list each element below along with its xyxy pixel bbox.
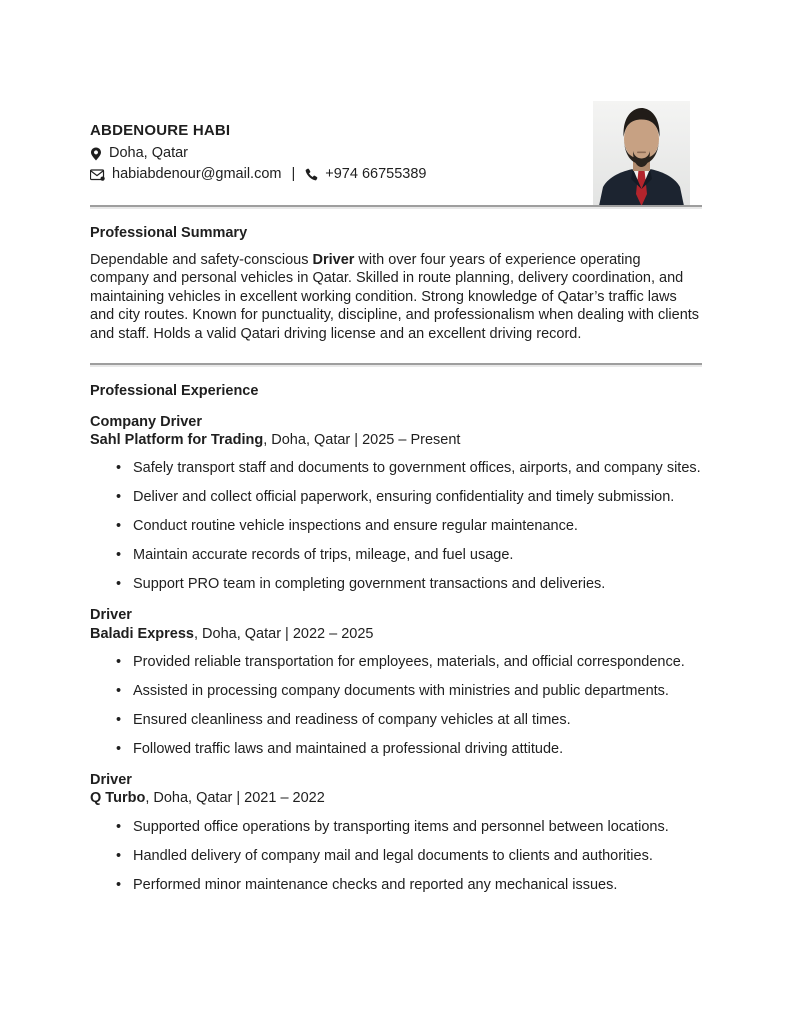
phone-icon [305,168,318,181]
job-header [90,413,702,450]
job-title: Driver [90,771,132,788]
bullet-item: • Supported office operations by transporting items and personnel between locations. [90,818,702,837]
phone-text: +974 66755389 [325,166,427,182]
contact-separator: | [291,166,296,182]
location-pin-icon [90,147,102,161]
envelope-icon [90,169,105,181]
job-meta: , Doha, Qatar | 2022 – 2025 [193,625,374,642]
summary-text-before: Dependable and safety-conscious [90,251,313,268]
job-title: Driver [90,607,132,623]
bullet-item: • Provided reliable transportation for employees, materials, and official correspondence. [90,653,702,672]
email-phone-line [90,165,702,184]
bullet-item: • Support PRO team in completing government transactions and deliveries. [90,575,702,594]
summary-paragraph [90,251,702,344]
location-text: Doha, Qatar [109,145,188,161]
bullet-item: • Ensured cleanliness and readiness of company vehicles at all times. [90,711,702,730]
bullet-item: • Conduct routine vehicle inspections and ensure regular maintenance. [90,517,702,536]
job-meta: , Doha, Qatar | 2025 – Present [263,432,461,448]
job-company: Q Turbo [90,790,146,806]
summary-text-after: with over four years of experience operating company and personal vehicles in Qatar. Skilled in route planning, delivery coordination, and maintaining vehicles in excellent working condition. Strong knowledge of Qatar’s traffic laws and city routes. Known for punctuality, discipline, and professionalism when dealing with clients and staff. Holds a valid Qatari driving license and an excellent driving record. [90,251,700,342]
job-company-line [90,625,702,644]
job-company: Baladi Express [90,625,194,642]
email-text: habiabdenour@gmail.com [112,166,282,182]
job-meta: , Doha, Qatar | 2021 – 2022 [145,790,325,806]
job-company: Sahl Platform for Trading [90,432,264,448]
location-line [90,144,702,163]
experience-heading: Professional Experience [90,383,259,399]
bullet-list [90,459,702,594]
section-divider [90,205,702,207]
bullet-list [90,653,702,759]
summary-heading: Professional Summary [90,225,248,241]
job-title: Company Driver [90,413,203,430]
summary-text-bold: Driver [312,251,355,268]
bullet-item: • Safely transport staff and documents to government offices, airports, and company sites. [90,459,702,478]
resume-content [90,0,702,894]
job-company-line [90,789,702,808]
job-header [90,606,702,643]
bullet-item: • Followed traffic laws and maintained a professional driving attitude. [90,740,702,759]
bullet-item: • Assisted in processing company documents with ministries and public departments. [90,682,702,701]
section-divider [90,363,702,365]
bullet-item: • Deliver and collect official paperwork, ensuring confidentiality and timely submission. [90,488,702,507]
bullet-list [90,818,702,895]
job-header [90,771,702,808]
job-company-line [90,431,702,450]
candidate-name: ABDENOURE HABI [90,122,231,139]
bullet-item: • Handled delivery of company mail and legal documents to clients and authorities. [90,847,702,866]
bullet-item: • Maintain accurate records of trips, mileage, and fuel usage. [90,546,702,565]
bullet-item: • Performed minor maintenance checks and reported any mechanical issues. [90,876,702,895]
